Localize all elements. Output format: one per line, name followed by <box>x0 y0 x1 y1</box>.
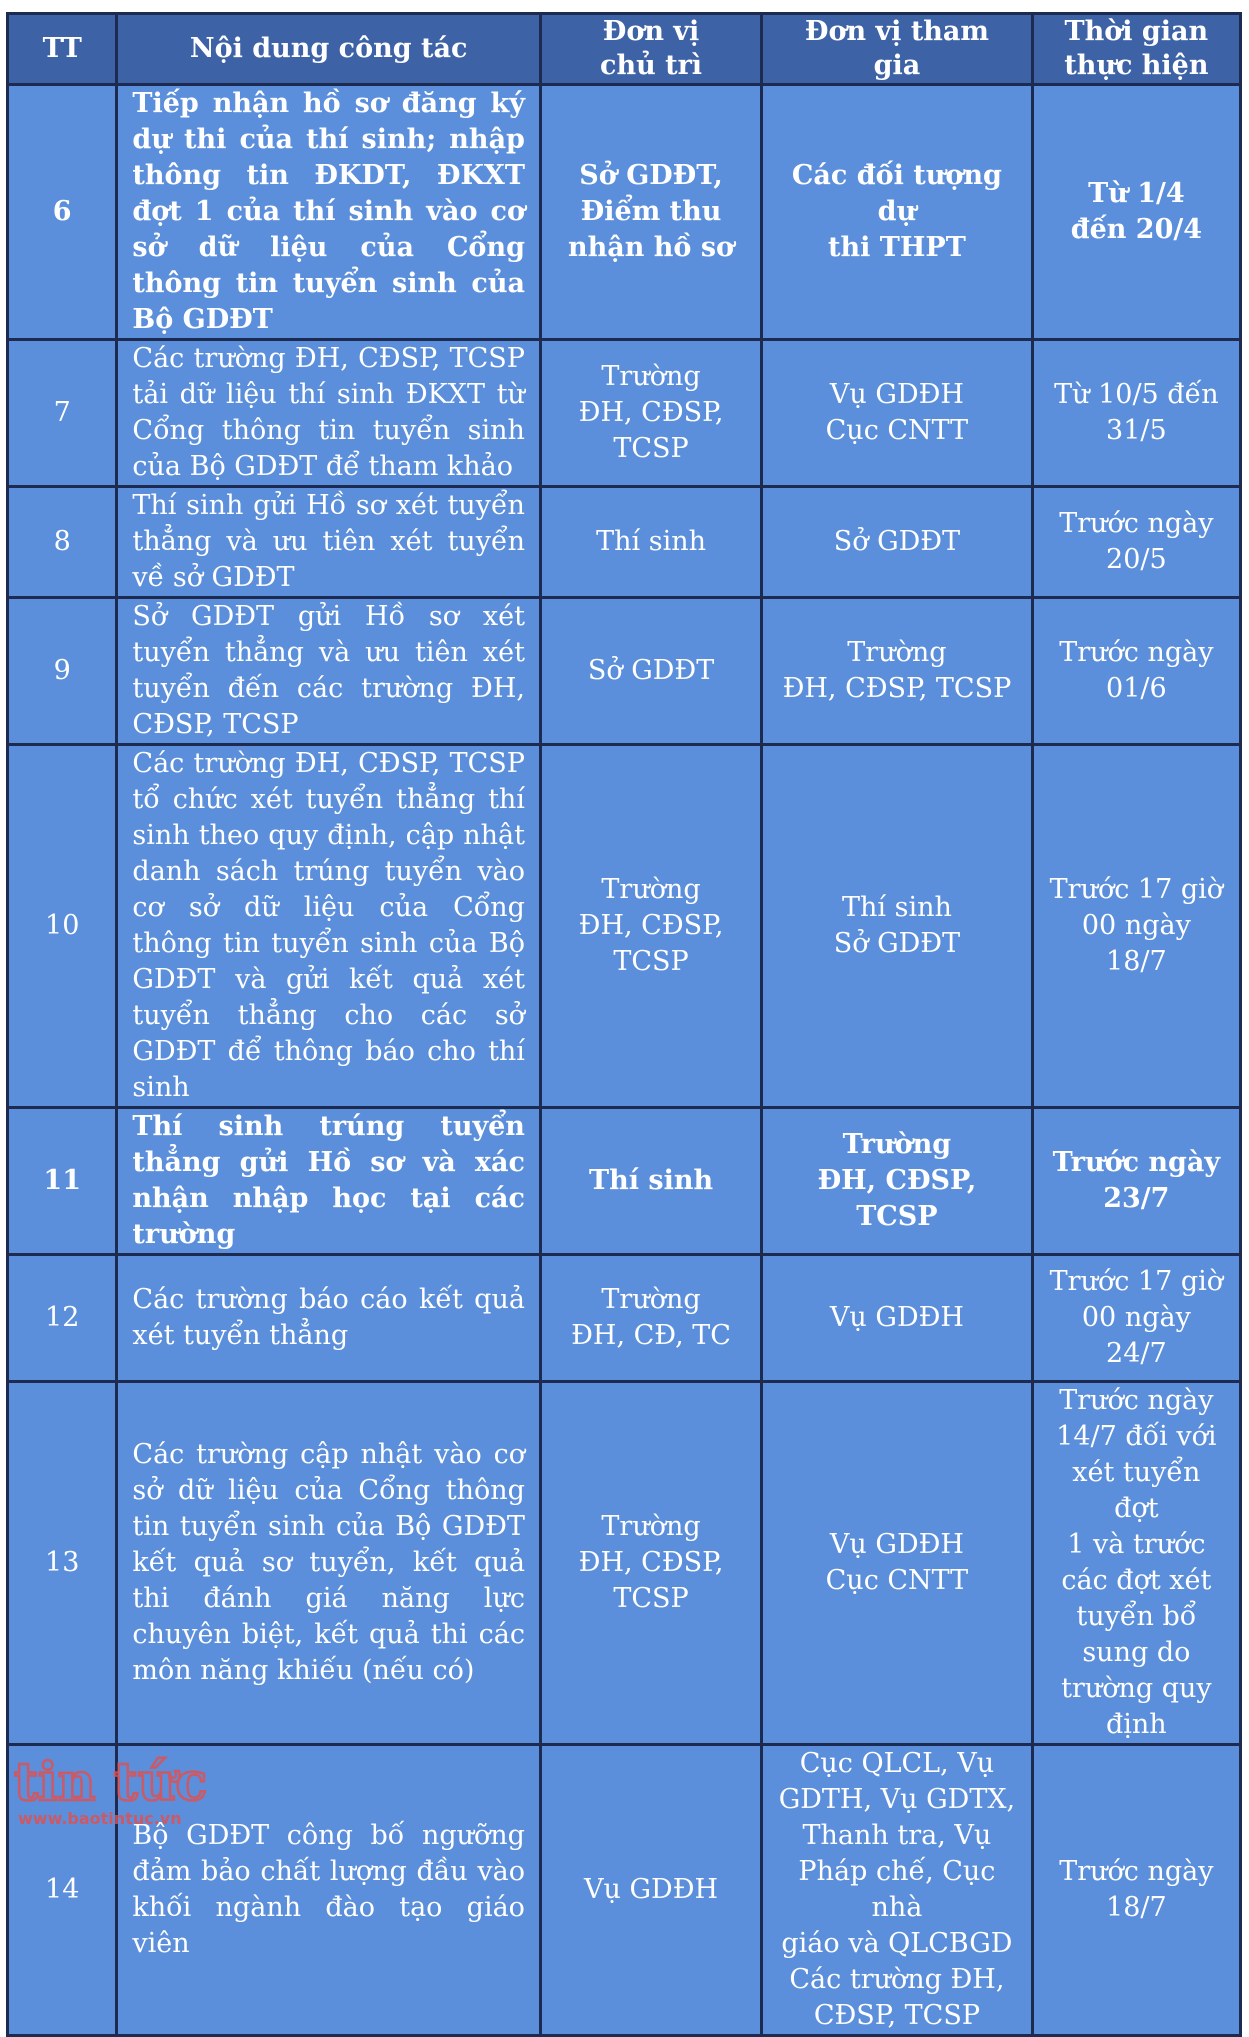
row-host: Trường ĐH, CĐSP, TCSP <box>540 340 761 487</box>
header-content: Nội dung công tác <box>117 14 541 85</box>
row-tt: 8 <box>8 487 117 598</box>
row-host: Trường ĐH, CĐSP, TCSP <box>540 745 761 1108</box>
table-row <box>8 598 1241 745</box>
row-time: Trước 17 giờ 00 ngày 18/7 <box>1032 745 1240 1108</box>
row-content: Sở GDĐT gửi Hồ sơ xét tuyển thẳng và ưu tiên xét tuyển đến các trường ĐH, CĐSP, TCSP <box>117 598 541 745</box>
header-time: Thời gian thực hiện <box>1032 14 1240 85</box>
row-content: Các trường ĐH, CĐSP, TCSP tổ chức xét tuyển thẳng thí sinh theo quy định, cập nhật danh sách trúng tuyển vào cơ sở dữ liệu của Cổng thông tin tuyển sinh của Bộ GDĐT và gửi kết quả xét tuyển thẳng cho các sở GDĐT để thông báo cho thí sinh <box>117 745 541 1108</box>
row-content: Các trường cập nhật vào cơ sở dữ liệu của Cổng thông tin tuyển sinh của Bộ GDĐT kết quả sơ tuyển, kết quả thi đánh giá năng lực chuyên biệt, kết quả thi các môn năng khiếu (nếu có) <box>117 1382 541 1745</box>
row-tt: 14 <box>8 1745 117 2036</box>
row-content: Thí sinh gửi Hồ sơ xét tuyển thẳng và ưu tiên xét tuyển về sở GDĐT <box>117 487 541 598</box>
row-time: Trước ngày 23/7 <box>1032 1108 1240 1255</box>
row-time: Từ 1/4 đến 20/4 <box>1032 85 1240 340</box>
schedule-table <box>6 12 1242 2037</box>
row-host: Trường ĐH, CĐ, TC <box>540 1255 761 1382</box>
row-participants: Sở GDĐT <box>762 487 1033 598</box>
row-content: Tiếp nhận hồ sơ đăng ký dự thi của thí sinh; nhập thông tin ĐKDT, ĐKXT đợt 1 của thí sinh vào cơ sở dữ liệu của Cổng thông tin tuyển sinh của Bộ GDĐT <box>117 85 541 340</box>
row-content: Thí sinh trúng tuyển thẳng gửi Hồ sơ và xác nhận nhập học tại các trường <box>117 1108 541 1255</box>
row-time: Trước ngày 14/7 đối với xét tuyển đợt 1 và trước các đợt xét tuyển bổ sung do trường quy định <box>1032 1382 1240 1745</box>
row-participants: Vụ GDĐH Cục CNTT <box>762 1382 1033 1745</box>
row-participants: Vụ GDĐH <box>762 1255 1033 1382</box>
row-time: Trước ngày 01/6 <box>1032 598 1240 745</box>
row-time: Trước ngày 18/7 <box>1032 1745 1240 2036</box>
table-row <box>8 340 1241 487</box>
table-row <box>8 1255 1241 1382</box>
row-tt: 13 <box>8 1382 117 1745</box>
table-row <box>8 487 1241 598</box>
row-tt: 7 <box>8 340 117 487</box>
row-host: Thí sinh <box>540 487 761 598</box>
row-time: Từ 10/5 đến 31/5 <box>1032 340 1240 487</box>
logo-url: www.baotintuc.vn <box>18 1809 182 1828</box>
header-row <box>8 14 1241 85</box>
row-participants: Cục QLCL, Vụ GDTH, Vụ GDTX, Thanh tra, Vụ Pháp chế, Cục nhà giáo và QLCBGD Các trường ĐH, CĐSP, TCSP <box>762 1745 1033 2036</box>
table-row <box>8 745 1241 1108</box>
tintuc-logo-watermark <box>10 1748 208 1830</box>
row-host: Trường ĐH, CĐSP, TCSP <box>540 1382 761 1745</box>
row-participants: Trường ĐH, CĐSP, TCSP <box>762 598 1033 745</box>
row-time: Trước ngày 20/5 <box>1032 487 1240 598</box>
header-participants: Đơn vị tham gia <box>762 14 1033 85</box>
row-tt: 12 <box>8 1255 117 1382</box>
row-tt: 6 <box>8 85 117 340</box>
row-participants: Thí sinh Sở GDĐT <box>762 745 1033 1108</box>
row-tt: 9 <box>8 598 117 745</box>
row-participants: Trường ĐH, CĐSP, TCSP <box>762 1108 1033 1255</box>
row-host: Vụ GDĐH <box>540 1745 761 2036</box>
row-host: Sở GDĐT, Điểm thu nhận hồ sơ <box>540 85 761 340</box>
row-tt: 11 <box>8 1108 117 1255</box>
row-participants: Vụ GDĐH Cục CNTT <box>762 340 1033 487</box>
row-content: Bộ GDĐT công bố ngưỡng đảm bảo chất lượng đầu vào khối ngành đào tạo giáo viên <box>117 1745 541 2036</box>
header-tt: TT <box>8 14 117 85</box>
header-host: Đơn vị chủ trì <box>540 14 761 85</box>
table-row <box>8 85 1241 340</box>
table-row <box>8 1382 1241 1745</box>
table-row <box>8 1108 1241 1255</box>
row-host: Sở GDĐT <box>540 598 761 745</box>
logo-text: tin tức <box>14 1752 208 1813</box>
row-content: Các trường báo cáo kết quả xét tuyển thẳng <box>117 1255 541 1382</box>
row-time: Trước 17 giờ 00 ngày 24/7 <box>1032 1255 1240 1382</box>
row-participants: Các đối tượng dự thi THPT <box>762 85 1033 340</box>
row-content: Các trường ĐH, CĐSP, TCSP tải dữ liệu thí sinh ĐKXT từ Cổng thông tin tuyển sinh của Bộ GDĐT để tham khảo <box>117 340 541 487</box>
row-host: Thí sinh <box>540 1108 761 1255</box>
row-tt: 10 <box>8 745 117 1108</box>
